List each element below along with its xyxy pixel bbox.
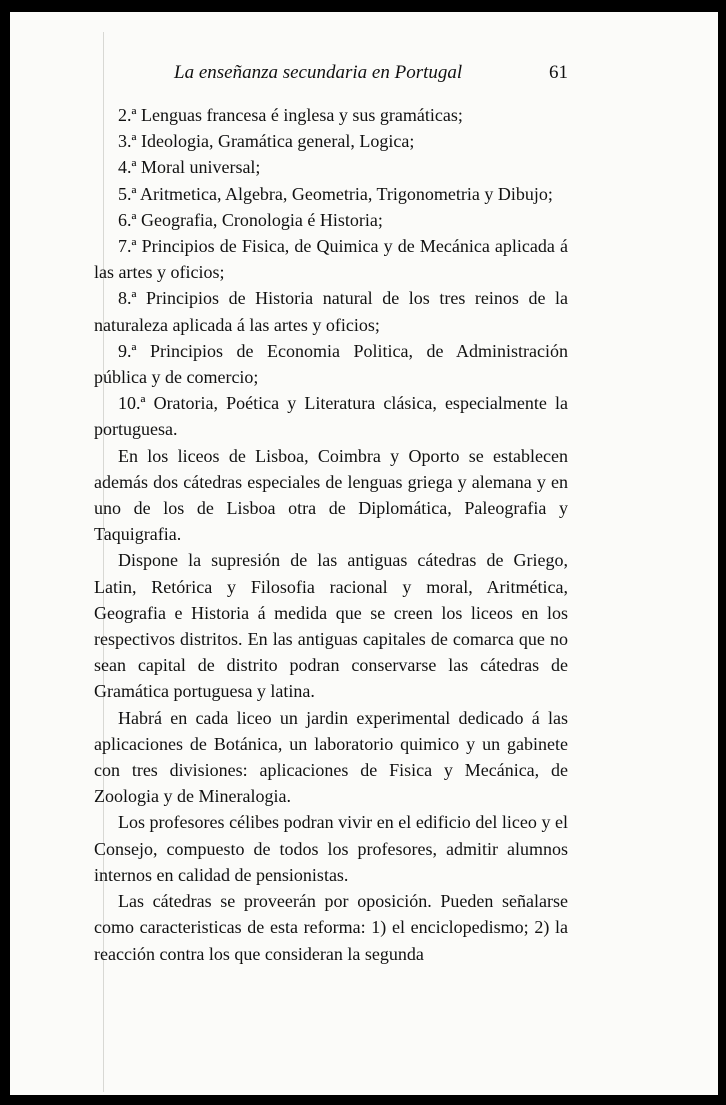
list-item-10: 10.ª Oratoria, Poética y Literatura clásica, especialmente la portuguesa. [94,393,568,440]
list-item-4: 4.ª Moral universal; [118,157,261,178]
list-item-6: 6.ª Geografia, Cronologia é Historia; [118,209,383,230]
paragraph: Dispone la supresión de las antiguas cátedras de Griego, Latin, Retórica y Filosofia racional y moral, Aritmética, Geografia e Historia á medida que se creen los liceos en los respectivos distritos. En las antiguas capitales de comarca que no sean capital de distrito podran conservarse las cátedras de Gramática portuguesa y latina. [94,550,568,702]
paragraph: Los profesores célibes podran vivir en el edificio del liceo y el Consejo, compuesto de todos los profesores, admitir alumnos internos en calidad de pensionistas. [94,812,568,885]
paragraph: Las cátedras se proveerán por oposición. Pueden señalarse como caracteristicas de esta reforma: 1) el enciclopedismo; 2) la reacción contra los que consideran la segunda [94,891,568,964]
list-item-9: 9.ª Principios de Economia Politica, de Administración pública y de comercio; [94,340,568,388]
running-title: La enseñanza secundaria en Portugal [174,62,463,83]
list-item-8: 8.ª Principios de Historia natural de los tres reinos de la naturaleza aplicada á las artes y oficios; [94,288,568,335]
list-item-2: 2.ª Lenguas francesa é inglesa y sus gramáticas; [118,105,463,125]
list-item-5: 5.ª Aritmetica, Algebra, Geometria, Trigonometria y Dibujo; [118,183,553,204]
page-number: 61 [549,62,568,83]
body-text [94,102,568,967]
paragraph: Habrá en cada liceo un jardin experimental dedicado á las aplicaciones de Botánica, un laboratorio quimico y un gabinete con tres divisiones: aplicaciones de Fisica y Mecánica, de Zoologia y de Mineralogia. [94,707,568,807]
paragraph: En los liceos de Lisboa, Coimbra y Oporto se establecen además dos cátedras especiales de lenguas griega y alemana y en uno de los de Lisboa otra de Diplomática, Paleografia y Taquigrafia. [94,445,568,545]
list-item-3: 3.ª Ideologia, Gramática general, Logica; [118,131,415,152]
list-item-7: 7.ª Principios de Fisica, de Quimica y de Mecánica aplicada á las artes y oficios; [94,236,568,283]
